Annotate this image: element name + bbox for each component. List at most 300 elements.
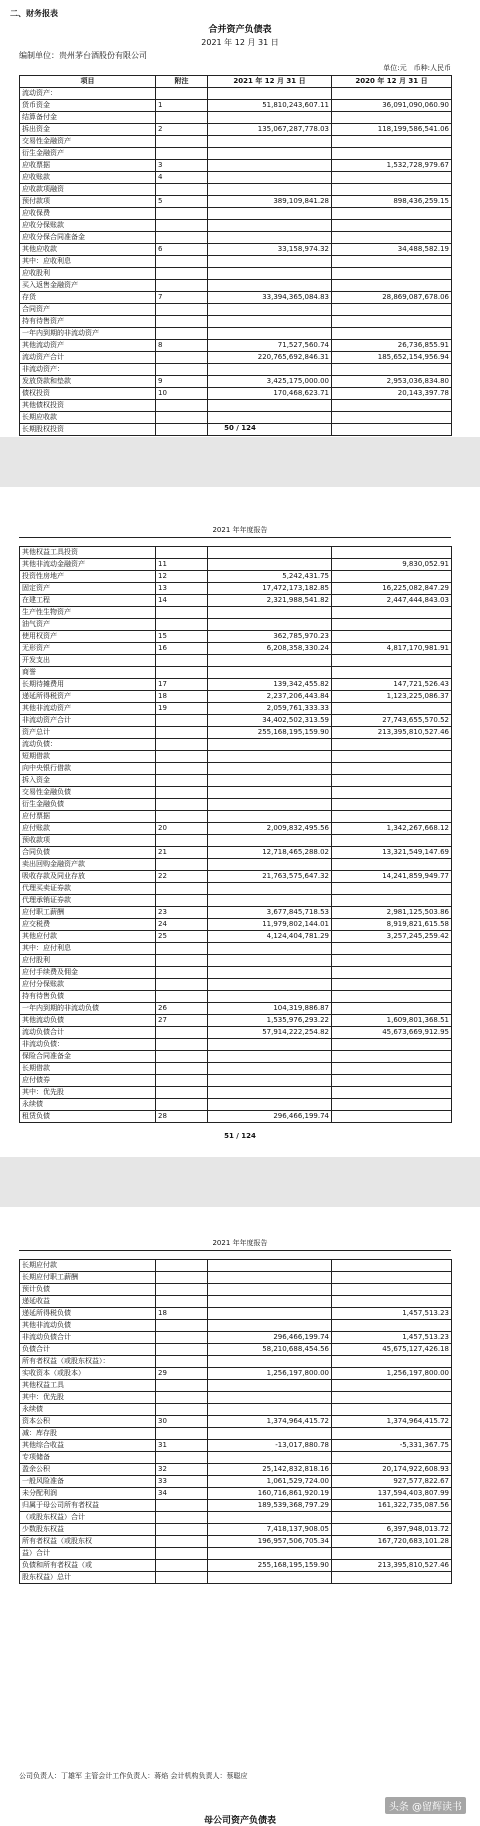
row-value-2021 xyxy=(208,400,332,412)
row-value-2021 xyxy=(208,208,332,220)
row-value-2020: 6,397,948,013.72 xyxy=(332,1524,452,1536)
row-value-2020 xyxy=(332,1111,452,1123)
table-body xyxy=(20,88,452,436)
row-value-2021 xyxy=(208,943,332,955)
row-item-label: 非流动负债： xyxy=(20,1039,156,1051)
row-item-label: 其他应收款 xyxy=(20,244,156,256)
row-value-2021: 389,109,841.28 xyxy=(208,196,332,208)
row-value-2020 xyxy=(332,967,452,979)
row-value-2021 xyxy=(208,811,332,823)
row-note xyxy=(156,1572,208,1584)
row-note xyxy=(156,1428,208,1440)
table-row xyxy=(20,547,452,559)
table-row xyxy=(20,1039,452,1051)
row-value-2020: 8,919,821,615.58 xyxy=(332,919,452,931)
row-item-label: 衍生金融负债 xyxy=(20,799,156,811)
page-number: 50 / 124 xyxy=(224,424,256,432)
row-value-2021: 135,067,287,778.03 xyxy=(208,124,332,136)
table-row xyxy=(20,1380,452,1392)
row-item-label: 所有者权益（或股东权益）： xyxy=(20,1356,156,1368)
row-value-2020 xyxy=(332,1380,452,1392)
row-value-2020 xyxy=(332,184,452,196)
statement-title: 合并资产负债表 xyxy=(208,25,272,35)
table-row xyxy=(20,979,452,991)
row-item-label: 应收保费 xyxy=(20,208,156,220)
row-value-2020: 4,817,170,981.91 xyxy=(332,643,452,655)
row-value-2021: 5,242,431.75 xyxy=(208,571,332,583)
row-value-2021 xyxy=(208,1272,332,1284)
row-note xyxy=(156,799,208,811)
page-gap xyxy=(0,1157,480,1207)
row-value-2020 xyxy=(332,88,452,100)
row-note xyxy=(156,655,208,667)
row-value-2020 xyxy=(332,1548,452,1560)
table-row xyxy=(20,1416,452,1428)
table-row xyxy=(20,1296,452,1308)
row-value-2020 xyxy=(332,232,452,244)
row-item-label: 投资性房地产 xyxy=(20,571,156,583)
row-value-2020: 20,174,922,608.93 xyxy=(332,1464,452,1476)
row-value-2021 xyxy=(208,1380,332,1392)
row-value-2021 xyxy=(208,1572,332,1584)
row-note: 24 xyxy=(156,919,208,931)
table-row xyxy=(20,811,452,823)
row-item-label: 存货 xyxy=(20,292,156,304)
row-value-2021 xyxy=(208,895,332,907)
row-item-label: 应付职工薪酬 xyxy=(20,907,156,919)
row-item-label: 长期应付职工薪酬 xyxy=(20,1272,156,1284)
row-note xyxy=(156,991,208,1003)
row-value-2021 xyxy=(208,835,332,847)
table-row xyxy=(20,883,452,895)
table-row xyxy=(20,160,452,172)
next-statement-title: 母公司资产负债表 xyxy=(203,1816,276,1826)
table-row xyxy=(20,1428,452,1440)
table-row xyxy=(20,727,452,739)
row-value-2020: 45,673,669,912.95 xyxy=(332,1027,452,1039)
row-item-label: 结算备付金 xyxy=(20,112,156,124)
row-value-2020 xyxy=(332,739,452,751)
row-value-2021 xyxy=(208,1051,332,1063)
row-value-2021: -13,017,880.78 xyxy=(208,1440,332,1452)
row-note: 17 xyxy=(156,679,208,691)
row-note: 23 xyxy=(156,907,208,919)
table-row xyxy=(20,412,452,424)
row-note: 14 xyxy=(156,595,208,607)
row-note xyxy=(156,607,208,619)
row-item-label: 一般风险准备 xyxy=(20,1476,156,1488)
row-value-2020: 26,736,855.91 xyxy=(332,340,452,352)
row-value-2021 xyxy=(208,799,332,811)
row-note: 8 xyxy=(156,340,208,352)
row-value-2021: 296,466,199.74 xyxy=(208,1111,332,1123)
row-note: 4 xyxy=(156,172,208,184)
table-row xyxy=(20,196,452,208)
row-value-2020: 1,457,513.23 xyxy=(332,1332,452,1344)
row-value-2020 xyxy=(332,1075,452,1087)
row-value-2021: 17,472,173,182.85 xyxy=(208,583,332,595)
row-note xyxy=(156,316,208,328)
table-row xyxy=(20,376,452,388)
row-value-2020 xyxy=(332,256,452,268)
row-value-2021: 34,402,502,313.59 xyxy=(208,715,332,727)
row-note: 12 xyxy=(156,571,208,583)
row-value-2020 xyxy=(332,412,452,424)
table-row xyxy=(20,835,452,847)
row-note xyxy=(156,763,208,775)
header-rule xyxy=(19,1250,451,1251)
row-item-label: 应付票据 xyxy=(20,811,156,823)
row-value-2020 xyxy=(332,883,452,895)
row-value-2020 xyxy=(332,1296,452,1308)
table-row xyxy=(20,583,452,595)
table-row xyxy=(20,967,452,979)
row-item-label: 流动负债合计 xyxy=(20,1027,156,1039)
row-item-label: 开发支出 xyxy=(20,655,156,667)
table-row xyxy=(20,292,452,304)
table-row xyxy=(20,1099,452,1111)
currency-unit: 单位:元 币种:人民币 xyxy=(383,64,451,72)
row-value-2020 xyxy=(332,172,452,184)
row-note xyxy=(156,1332,208,1344)
row-value-2021 xyxy=(208,619,332,631)
row-item-label: 持有待售负债 xyxy=(20,991,156,1003)
table-row xyxy=(20,1003,452,1015)
row-item-label: 预收款项 xyxy=(20,835,156,847)
row-value-2020: 213,395,810,527.46 xyxy=(332,727,452,739)
table-row xyxy=(20,787,452,799)
row-value-2021 xyxy=(208,1296,332,1308)
row-value-2020: 45,675,127,426.18 xyxy=(332,1344,452,1356)
row-item-label: 应收票据 xyxy=(20,160,156,172)
row-note xyxy=(156,787,208,799)
row-value-2020: 1,457,513.23 xyxy=(332,1308,452,1320)
row-item-label: 油气资产 xyxy=(20,619,156,631)
row-value-2020 xyxy=(332,364,452,376)
row-value-2021 xyxy=(208,1428,332,1440)
table-row xyxy=(20,715,452,727)
row-item-label: 实收资本（或股本） xyxy=(20,1368,156,1380)
row-note xyxy=(156,1344,208,1356)
page-gap xyxy=(0,437,480,487)
row-item-label: 非流动负债合计 xyxy=(20,1332,156,1344)
table-row xyxy=(20,304,452,316)
row-note xyxy=(156,256,208,268)
row-value-2020 xyxy=(332,328,452,340)
row-value-2021: 33,394,365,084.83 xyxy=(208,292,332,304)
row-item-label: 其他债权投资 xyxy=(20,400,156,412)
table-row xyxy=(20,232,452,244)
row-item-label: 资产总计 xyxy=(20,727,156,739)
row-value-2020 xyxy=(332,208,452,220)
row-item-label: 长期应付款 xyxy=(20,1260,156,1272)
row-value-2021 xyxy=(208,1548,332,1560)
table-row xyxy=(20,1063,452,1075)
row-value-2021 xyxy=(208,763,332,775)
row-item-label: 递延所得税资产 xyxy=(20,691,156,703)
row-value-2021: 33,158,974.32 xyxy=(208,244,332,256)
row-note xyxy=(156,352,208,364)
row-value-2021: 71,527,560.74 xyxy=(208,340,332,352)
row-note xyxy=(156,208,208,220)
row-value-2020 xyxy=(332,1003,452,1015)
row-value-2021 xyxy=(208,1356,332,1368)
row-value-2021: 7,418,137,908.05 xyxy=(208,1524,332,1536)
row-item-label: 货币资金 xyxy=(20,100,156,112)
row-value-2020: 1,256,197,800.00 xyxy=(332,1368,452,1380)
row-note xyxy=(156,943,208,955)
row-note xyxy=(156,1272,208,1284)
row-item-label: 合同负债 xyxy=(20,847,156,859)
row-value-2021 xyxy=(208,148,332,160)
row-value-2020: 2,981,125,503.86 xyxy=(332,907,452,919)
row-value-2021 xyxy=(208,979,332,991)
running-header: 2021 年年度报告 xyxy=(212,1239,268,1247)
row-value-2020: 36,091,090,060.90 xyxy=(332,100,452,112)
table-row xyxy=(20,667,452,679)
table-row xyxy=(20,571,452,583)
row-item-label: 应收账款 xyxy=(20,172,156,184)
row-value-2021 xyxy=(208,1320,332,1332)
table-row xyxy=(20,316,452,328)
row-value-2021 xyxy=(208,775,332,787)
row-value-2020 xyxy=(332,811,452,823)
row-value-2020 xyxy=(332,1039,452,1051)
row-value-2020: 167,720,683,101.28 xyxy=(332,1536,452,1548)
table-row xyxy=(20,388,452,400)
table-row xyxy=(20,1344,452,1356)
table-row xyxy=(20,595,452,607)
row-item-label: 其中：优先股 xyxy=(20,1087,156,1099)
row-value-2021: 12,718,465,288.02 xyxy=(208,847,332,859)
row-item-label: 流动资产合计 xyxy=(20,352,156,364)
row-value-2020 xyxy=(332,979,452,991)
table-row xyxy=(20,124,452,136)
row-item-label: 其中：应付利息 xyxy=(20,943,156,955)
table-row xyxy=(20,823,452,835)
row-item-label: 拆入资金 xyxy=(20,775,156,787)
row-note: 20 xyxy=(156,823,208,835)
row-value-2021 xyxy=(208,1308,332,1320)
row-note: 25 xyxy=(156,931,208,943)
table-row xyxy=(20,1440,452,1452)
row-note xyxy=(156,1284,208,1296)
row-note xyxy=(156,400,208,412)
row-note xyxy=(156,412,208,424)
table-row xyxy=(20,679,452,691)
row-note: 21 xyxy=(156,847,208,859)
table-row xyxy=(20,643,452,655)
row-value-2020 xyxy=(332,667,452,679)
page-2 xyxy=(0,487,480,1157)
row-value-2020 xyxy=(332,112,452,124)
row-note xyxy=(156,1039,208,1051)
table-row xyxy=(20,691,452,703)
row-value-2020 xyxy=(332,619,452,631)
row-note xyxy=(156,715,208,727)
row-value-2020 xyxy=(332,304,452,316)
row-item-label: 专项储备 xyxy=(20,1452,156,1464)
row-note: 11 xyxy=(156,559,208,571)
row-value-2020: 28,869,087,678.06 xyxy=(332,292,452,304)
row-value-2020: 3,257,245,259.42 xyxy=(332,931,452,943)
row-value-2021: 25,142,832,818.16 xyxy=(208,1464,332,1476)
row-item-label: 非流动资产合计 xyxy=(20,715,156,727)
row-value-2021: 255,168,195,159.90 xyxy=(208,727,332,739)
table-row xyxy=(20,1488,452,1500)
row-item-label: 其他权益工具 xyxy=(20,1380,156,1392)
row-value-2020 xyxy=(332,835,452,847)
row-value-2021 xyxy=(208,787,332,799)
row-value-2020 xyxy=(332,1392,452,1404)
row-note xyxy=(156,1075,208,1087)
row-value-2020 xyxy=(332,571,452,583)
row-note xyxy=(156,811,208,823)
row-item-label: 股东权益）总计 xyxy=(20,1572,156,1584)
row-value-2021 xyxy=(208,232,332,244)
row-item-label: 递延所得税负债 xyxy=(20,1308,156,1320)
row-note xyxy=(156,1087,208,1099)
row-value-2021 xyxy=(208,883,332,895)
row-value-2021: 170,468,623.71 xyxy=(208,388,332,400)
row-note: 18 xyxy=(156,1308,208,1320)
row-note: 18 xyxy=(156,691,208,703)
row-value-2021 xyxy=(208,364,332,376)
row-item-label: 生产性生物资产 xyxy=(20,607,156,619)
row-note: 31 xyxy=(156,1440,208,1452)
row-item-label: 流动资产： xyxy=(20,88,156,100)
row-note xyxy=(156,184,208,196)
table-row xyxy=(20,871,452,883)
row-item-label: 持有待售资产 xyxy=(20,316,156,328)
row-value-2021: 104,319,886.87 xyxy=(208,1003,332,1015)
row-item-label: 吸收存款及同业存放 xyxy=(20,871,156,883)
row-item-label: 负债合计 xyxy=(20,1344,156,1356)
row-note: 13 xyxy=(156,583,208,595)
row-value-2021 xyxy=(208,256,332,268)
row-value-2021 xyxy=(208,1512,332,1524)
col-header-note: 附注 xyxy=(156,76,208,88)
row-note xyxy=(156,1380,208,1392)
page-3 xyxy=(0,1207,480,1826)
row-note xyxy=(156,268,208,280)
row-note xyxy=(156,895,208,907)
table-row xyxy=(20,1452,452,1464)
row-note: 28 xyxy=(156,1111,208,1123)
row-value-2020 xyxy=(332,991,452,1003)
table-row xyxy=(20,1308,452,1320)
row-value-2020: 898,436,259.15 xyxy=(332,196,452,208)
row-item-label: 租赁负债 xyxy=(20,1111,156,1123)
row-item-label: 其中：应收利息 xyxy=(20,256,156,268)
row-value-2021 xyxy=(208,316,332,328)
row-value-2020: 147,721,526.43 xyxy=(332,679,452,691)
row-value-2020 xyxy=(332,799,452,811)
row-item-label: 非流动资产： xyxy=(20,364,156,376)
row-value-2020: 213,395,810,527.46 xyxy=(332,1560,452,1572)
row-item-label: 未分配利润 xyxy=(20,1488,156,1500)
table-row xyxy=(20,1027,452,1039)
row-note xyxy=(156,232,208,244)
row-value-2020 xyxy=(332,1320,452,1332)
table-row xyxy=(20,895,452,907)
row-value-2020: 137,594,403,807.99 xyxy=(332,1488,452,1500)
table-row xyxy=(20,1087,452,1099)
row-note: 16 xyxy=(156,643,208,655)
row-item-label: 其中：优先股 xyxy=(20,1392,156,1404)
table-row xyxy=(20,1356,452,1368)
row-value-2020 xyxy=(332,655,452,667)
row-value-2021: 2,321,988,541.82 xyxy=(208,595,332,607)
table-row xyxy=(20,739,452,751)
row-item-label: 发放贷款和垫款 xyxy=(20,376,156,388)
table-row xyxy=(20,244,452,256)
row-value-2020: 9,830,052.91 xyxy=(332,559,452,571)
row-value-2021 xyxy=(208,547,332,559)
row-value-2020: 14,241,859,949.77 xyxy=(332,871,452,883)
row-value-2020 xyxy=(332,751,452,763)
header-rule xyxy=(19,537,451,538)
row-value-2020: 1,609,801,368.51 xyxy=(332,1015,452,1027)
row-item-label: 一年内到期的非流动负债 xyxy=(20,1003,156,1015)
row-value-2020 xyxy=(332,631,452,643)
row-value-2020: 1,342,267,668.12 xyxy=(332,823,452,835)
table-row xyxy=(20,607,452,619)
table-row xyxy=(20,631,452,643)
row-item-label: 交易性金融资产 xyxy=(20,136,156,148)
row-value-2021 xyxy=(208,1392,332,1404)
row-note xyxy=(156,148,208,160)
table-row xyxy=(20,1524,452,1536)
row-item-label: 应付手续费及佣金 xyxy=(20,967,156,979)
row-value-2021 xyxy=(208,172,332,184)
row-value-2020 xyxy=(332,1452,452,1464)
row-value-2020: 13,321,549,147.69 xyxy=(332,847,452,859)
row-value-2020 xyxy=(332,703,452,715)
table-row xyxy=(20,364,452,376)
row-item-label: 其他流动资产 xyxy=(20,340,156,352)
row-note: 22 xyxy=(156,871,208,883)
row-value-2020 xyxy=(332,220,452,232)
table-row xyxy=(20,847,452,859)
page-number: 51 / 124 xyxy=(224,1132,256,1140)
row-value-2020 xyxy=(332,1428,452,1440)
row-value-2020 xyxy=(332,1404,452,1416)
row-value-2021: 1,535,976,293.22 xyxy=(208,1015,332,1027)
row-note xyxy=(156,136,208,148)
row-note xyxy=(156,1452,208,1464)
table-row xyxy=(20,763,452,775)
row-item-label: 固定资产 xyxy=(20,583,156,595)
row-value-2020: 185,652,154,956.94 xyxy=(332,352,452,364)
row-item-label: 其他非流动金融资产 xyxy=(20,559,156,571)
row-note: 6 xyxy=(156,244,208,256)
row-value-2021: 1,374,964,415.72 xyxy=(208,1416,332,1428)
row-value-2021 xyxy=(208,88,332,100)
row-item-label: 应付分保账款 xyxy=(20,979,156,991)
row-note: 10 xyxy=(156,388,208,400)
row-note: 3 xyxy=(156,160,208,172)
row-note xyxy=(156,1099,208,1111)
row-value-2021 xyxy=(208,655,332,667)
row-note xyxy=(156,1524,208,1536)
company-name: 编制单位：贵州茅台酒股份有限公司 xyxy=(19,51,147,60)
table-row xyxy=(20,955,452,967)
row-value-2020 xyxy=(332,148,452,160)
row-note: 33 xyxy=(156,1476,208,1488)
table-row xyxy=(20,400,452,412)
col-header-2021: 2021 年 12 月 31 日 xyxy=(208,76,332,88)
